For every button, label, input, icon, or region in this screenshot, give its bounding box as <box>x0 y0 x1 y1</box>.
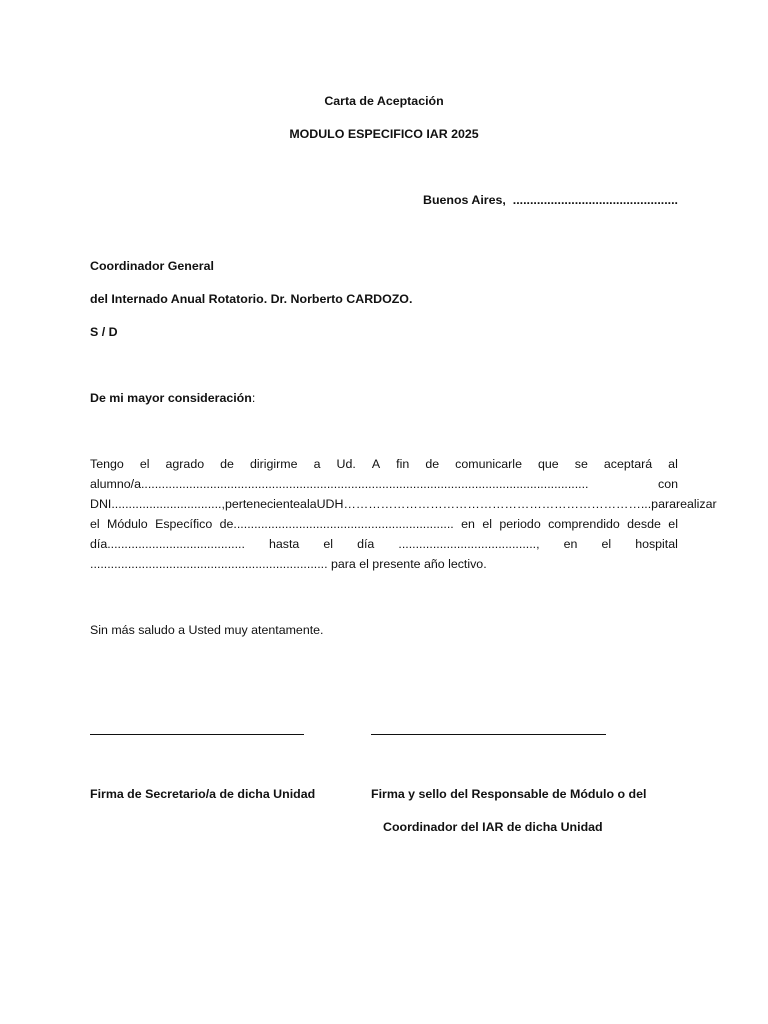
body-line-5 <box>90 537 678 551</box>
body-word: alumno/a.................................................................................................................................. <box>90 477 589 491</box>
body-word: DNI................................, <box>90 497 225 511</box>
salutation-colon: : <box>251 391 256 405</box>
salutation-text: De mi mayor consideración <box>90 391 252 405</box>
body-word: hasta <box>269 537 300 551</box>
body-word: Tengo <box>90 457 124 471</box>
body-word: agrado <box>165 457 205 471</box>
body-word: A <box>371 457 381 471</box>
body-word: perteneciente <box>224 497 301 511</box>
salutation <box>90 391 255 405</box>
body-line-4 <box>90 517 678 531</box>
body-word: a <box>300 497 307 511</box>
body-word: el <box>601 537 612 551</box>
body-word: que <box>538 457 559 471</box>
body-line-1 <box>90 457 678 471</box>
recipient-line-3: S / D <box>90 325 118 339</box>
right-signature-line <box>371 734 606 735</box>
recipient-line-2: del Internado Anual Rotatorio. Dr. Norberto CARDOZO. <box>90 292 413 306</box>
body-word: a <box>313 457 321 471</box>
body-word: el <box>668 517 678 531</box>
letter-subtitle: MODULO ESPECIFICO IAR 2025 <box>289 127 479 141</box>
place-date-line <box>423 193 678 207</box>
body-word: Módulo <box>107 517 148 531</box>
body-word: en <box>563 537 578 551</box>
body-word: con <box>658 477 678 491</box>
date-dots: ................................................ <box>512 193 678 207</box>
body-word: comprendido <box>548 517 620 531</box>
body-word: se <box>574 457 588 471</box>
body-word: realizar <box>675 497 717 511</box>
right-signature-label-2: Coordinador del IAR de dicha Unidad <box>383 820 603 834</box>
body-line-3 <box>90 497 717 511</box>
body-word: el <box>323 537 334 551</box>
body-word: en <box>461 517 475 531</box>
closing-text: Sin más saludo a Usted muy atentamente. <box>90 623 324 637</box>
body-word: Ud. <box>336 457 356 471</box>
body-word: dirigirme <box>250 457 298 471</box>
body-word: el <box>90 517 100 531</box>
body-word: de................................................................ <box>219 517 454 531</box>
body-word: la <box>306 497 317 511</box>
body-word: periodo <box>499 517 541 531</box>
left-signature-label: Firma de Secretario/a de dicha Unidad <box>90 787 316 801</box>
body-word: hospital <box>635 537 678 551</box>
body-word: día........................................ <box>90 537 245 551</box>
left-signature-line <box>90 734 304 735</box>
body-word: al <box>668 457 678 471</box>
right-signature-label-1: Firma y sello del Responsable de Módulo o del <box>371 787 647 801</box>
body-line-6: ..................................................................... para el presente año lectivo. <box>90 557 487 571</box>
body-word: comunicarle <box>455 457 522 471</box>
body-word: ........................................, <box>398 537 540 551</box>
body-word: de <box>425 457 440 471</box>
body-word: el <box>139 457 150 471</box>
body-word: desde <box>627 517 661 531</box>
recipient-line-1: Coordinador General <box>90 259 214 273</box>
body-word: el <box>482 517 492 531</box>
body-word: Específico <box>155 517 213 531</box>
body-word: de <box>220 457 234 471</box>
letter-title: Carta de Aceptación <box>324 94 444 108</box>
body-word: UDH………………………………………………………………... <box>316 497 652 511</box>
body-word: para <box>651 497 676 511</box>
body-word: aceptará <box>603 457 653 471</box>
body-line-2 <box>90 477 678 491</box>
place-label: Buenos Aires, <box>423 193 506 207</box>
body-word: día <box>357 537 375 551</box>
body-word: fin <box>396 457 410 471</box>
